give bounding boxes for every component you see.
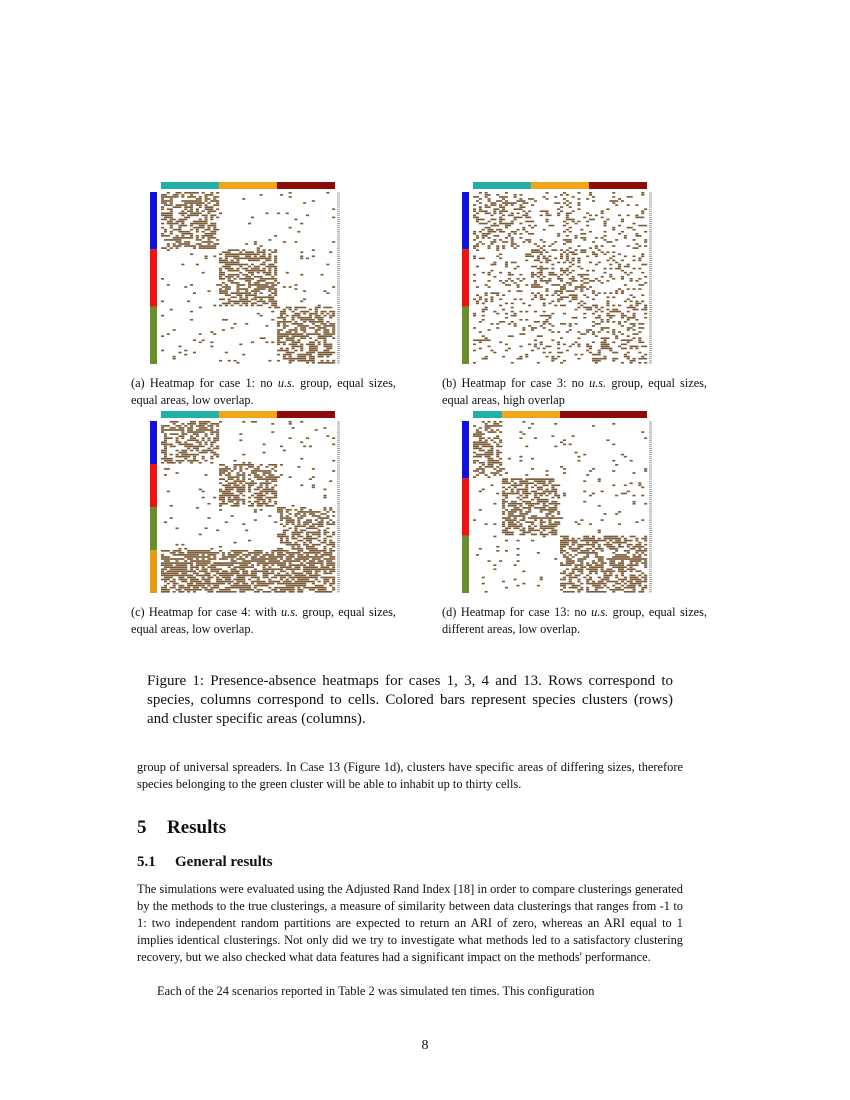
column-area-bar bbox=[502, 411, 560, 418]
paragraph-ari: The simulations were evaluated using the Adjusted Rand Index [18] in order to compare clusterings generated by the methods to the true clusterings, a measure of similarity between data clusterings that ranges from -1 to 1: two independent random partitions are expected to return an ARI of zero, whereas an ARI equal to 1 implies identical clusterings. Not only did we try to investigate what methods led to a satisfactory clustering recovery, but we also checked what data features had a significant impact on the methods' performance. bbox=[137, 882, 683, 964]
row-labels bbox=[337, 421, 340, 592]
section-number: 5 bbox=[137, 817, 147, 838]
subcaption-c: (c) Heatmap for case 4: with u.s. group, equal sizes, equal areas, low overlap. bbox=[131, 605, 397, 636]
heatmap-case-13 bbox=[460, 409, 670, 599]
paragraph-universal-spreaders: group of universal spreaders. In Case 13 (Figure 1d), clusters have specific areas of differing sizes, therefore species belonging to the green cluster will be able to inhabit up to thirty cells. bbox=[137, 760, 683, 791]
row-cluster-bar bbox=[462, 421, 469, 478]
row-cluster-bar bbox=[150, 192, 157, 249]
heatmap-cells bbox=[161, 192, 335, 364]
column-area-bar bbox=[531, 182, 589, 189]
heatmap-case-3 bbox=[460, 180, 670, 370]
subsection-heading bbox=[137, 854, 273, 871]
section-heading bbox=[137, 817, 226, 839]
section-title: Results bbox=[167, 817, 227, 838]
subsection-number: 5.1 bbox=[137, 854, 156, 870]
heatmap-cells bbox=[161, 421, 335, 593]
row-labels bbox=[337, 192, 340, 363]
row-cluster-bar bbox=[150, 421, 157, 464]
row-cluster-bar bbox=[150, 550, 157, 593]
heatmap-cells bbox=[473, 192, 647, 364]
row-labels bbox=[649, 192, 652, 363]
paragraph-scenarios: Each of the 24 scenarios reported in Table 2 was simulated ten times. This configuration bbox=[157, 984, 595, 998]
subsection-title: General results bbox=[175, 854, 273, 870]
column-area-bar bbox=[473, 411, 502, 418]
heatmap-cells bbox=[473, 421, 647, 593]
row-cluster-bar bbox=[150, 464, 157, 507]
heatmap-case-1 bbox=[148, 180, 358, 370]
row-cluster-bar bbox=[462, 536, 469, 593]
column-area-bar bbox=[560, 411, 647, 418]
figure-caption: Figure 1: Presence-absence heatmaps for cases 1, 3, 4 and 13. Rows correspond to species, columns correspond to cells. Colored bars represent species clusters (rows) and cluster specific areas (columns). bbox=[147, 673, 673, 727]
row-cluster-bar bbox=[462, 249, 469, 306]
subcaption-d: (d) Heatmap for case 13: no u.s. group, equal sizes, different areas, low overlap. bbox=[442, 605, 707, 636]
page-number: 8 bbox=[421, 1038, 429, 1053]
column-area-bar bbox=[589, 182, 647, 189]
column-area-bar bbox=[473, 182, 531, 189]
row-cluster-bar bbox=[150, 249, 157, 306]
subcaption-a: (a) Heatmap for case 1: no u.s. group, equal sizes, equal areas, low overlap. bbox=[131, 376, 397, 407]
column-area-bar bbox=[219, 411, 277, 418]
row-cluster-bar bbox=[150, 307, 157, 364]
row-cluster-bar bbox=[462, 192, 469, 249]
column-area-bar bbox=[277, 411, 335, 418]
column-area-bar bbox=[219, 182, 277, 189]
heatmap-case-4 bbox=[148, 409, 358, 599]
column-area-bar bbox=[161, 411, 219, 418]
row-labels bbox=[649, 421, 652, 592]
row-cluster-bar bbox=[150, 507, 157, 550]
column-area-bar bbox=[161, 182, 219, 189]
column-area-bar bbox=[277, 182, 335, 189]
row-cluster-bar bbox=[462, 478, 469, 535]
row-cluster-bar bbox=[462, 307, 469, 364]
subcaption-b: (b) Heatmap for case 3: no u.s. group, equal sizes, equal areas, high overlap bbox=[442, 376, 708, 407]
